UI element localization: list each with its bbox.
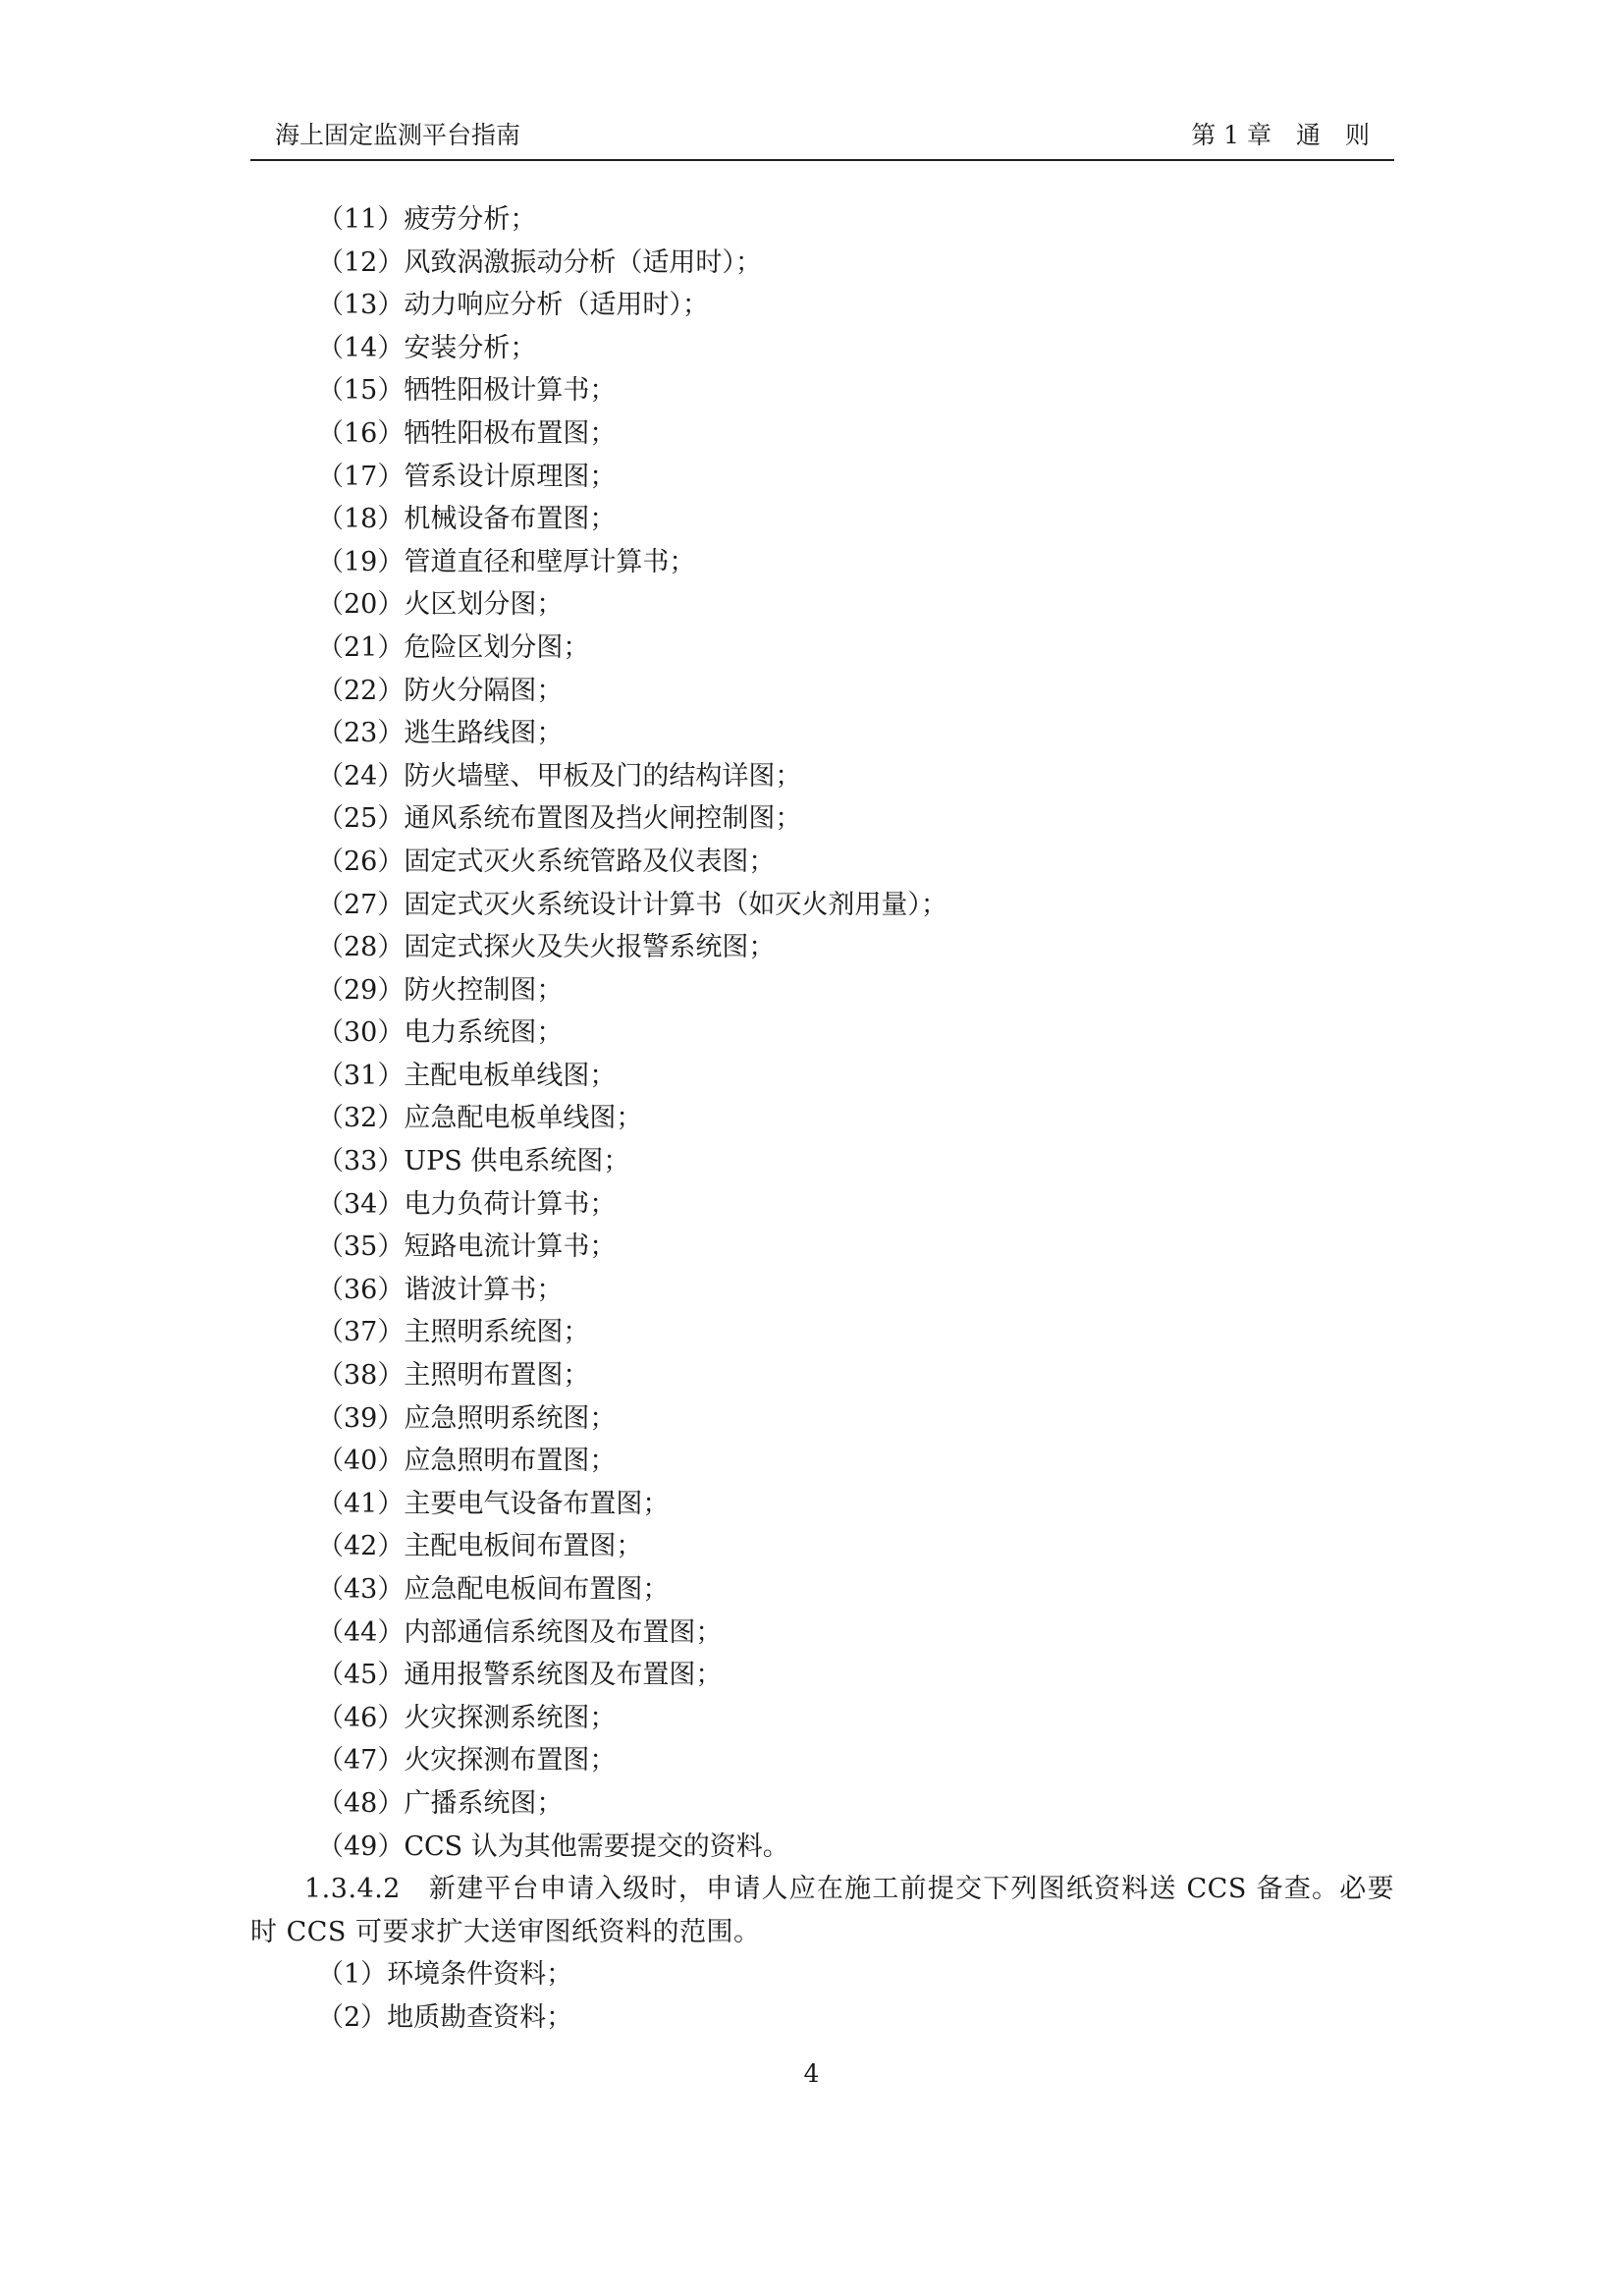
list-item-22: （22）防火分隔图； <box>317 675 564 706</box>
list-item-14: （14）安装分析； <box>317 332 537 363</box>
list-item-39: （39）应急照明系统图； <box>317 1402 617 1434</box>
list-item-25: （25）通风系统布置图及挡火闸控制图； <box>317 803 802 835</box>
list-item-11: （11）疲劳分析； <box>317 204 537 235</box>
list-item-28: （28）固定式探火及失火报警系统图； <box>317 932 776 963</box>
list-item-40: （40）应急照明布置图； <box>317 1446 617 1477</box>
list-item-43: （43）应急配电板间布置图； <box>317 1574 670 1605</box>
list-item-36: （36）谐波计算书； <box>317 1274 564 1305</box>
list-item-48: （48）广播系统图； <box>317 1787 564 1819</box>
list-item-47: （47）火灾探测布置图； <box>317 1745 617 1777</box>
list-item-37: （37）主照明系统图； <box>317 1317 590 1348</box>
header-chapter: 第 1 章 通 则 <box>1191 121 1370 149</box>
list-item-46: （46）火灾探测系统图； <box>317 1702 617 1733</box>
list-item-49: （49）CCS 认为其他需要提交的资料。 <box>317 1831 789 1862</box>
list-item-29: （29）防火控制图； <box>317 974 564 1006</box>
list-item-17: （17）管系设计原理图； <box>317 461 617 492</box>
list-item-b1: （1）环境条件资料； <box>317 1959 573 1991</box>
page-header <box>250 116 1394 161</box>
list-item-13: （13）动力响应分析（适用时）； <box>317 290 709 321</box>
list-item-44: （44）内部通信系统图及布置图； <box>317 1616 723 1648</box>
list-item-15: （15）牺牲阳极计算书； <box>317 375 617 407</box>
list-item-12: （12）风致涡激振动分析（适用时）； <box>317 246 762 278</box>
list-item-33: （33）UPS 供电系统图； <box>317 1146 630 1177</box>
list-b <box>250 1953 1394 2039</box>
list-item-38: （38）主照明布置图； <box>317 1360 590 1392</box>
list-item-20: （20）火区划分图； <box>317 589 564 621</box>
list-item-30: （30）电力系统图； <box>317 1017 564 1049</box>
header-title: 海上固定监测平台指南 <box>275 121 521 149</box>
list-item-16: （16）牺牲阳极布置图； <box>317 417 617 449</box>
list-a <box>250 198 1394 1868</box>
list-item-35: （35）短路电流计算书； <box>317 1231 617 1263</box>
clause-1-3-4-2: 1.3.4.2 新建平台申请入级时，申请人应在施工前提交下列图纸资料送 CCS 备查。必要时 CCS 可要求扩大送审图纸资料的范围。 <box>250 1874 1394 1947</box>
list-item-41: （41）主要电气设备布置图； <box>317 1488 670 1519</box>
list-item-18: （18）机械设备布置图； <box>317 504 617 535</box>
page-number: 4 <box>803 2059 820 2088</box>
list-item-26: （26）固定式灭火系统管路及仪表图； <box>317 846 776 877</box>
list-item-42: （42）主配电板间布置图； <box>317 1531 643 1562</box>
list-item-32: （32）应急配电板单线图； <box>317 1103 643 1134</box>
list-item-21: （21）危险区划分图； <box>317 631 590 663</box>
list-item-b2: （2）地质勘查资料； <box>317 2001 573 2033</box>
list-item-34: （34）电力负荷计算书； <box>317 1188 617 1220</box>
list-item-23: （23）逃生路线图； <box>317 718 564 749</box>
page-content <box>250 198 1394 2040</box>
list-item-45: （45）通用报警系统图及布置图； <box>317 1660 723 1691</box>
list-item-24: （24）防火墙壁、甲板及门的结构详图； <box>317 760 802 792</box>
list-item-27: （27）固定式灭火系统设计计算书（如灭火剂用量）； <box>317 889 947 920</box>
list-item-31: （31）主配电板单线图； <box>317 1060 617 1091</box>
list-item-19: （19）管道直径和壁厚计算书； <box>317 546 696 577</box>
